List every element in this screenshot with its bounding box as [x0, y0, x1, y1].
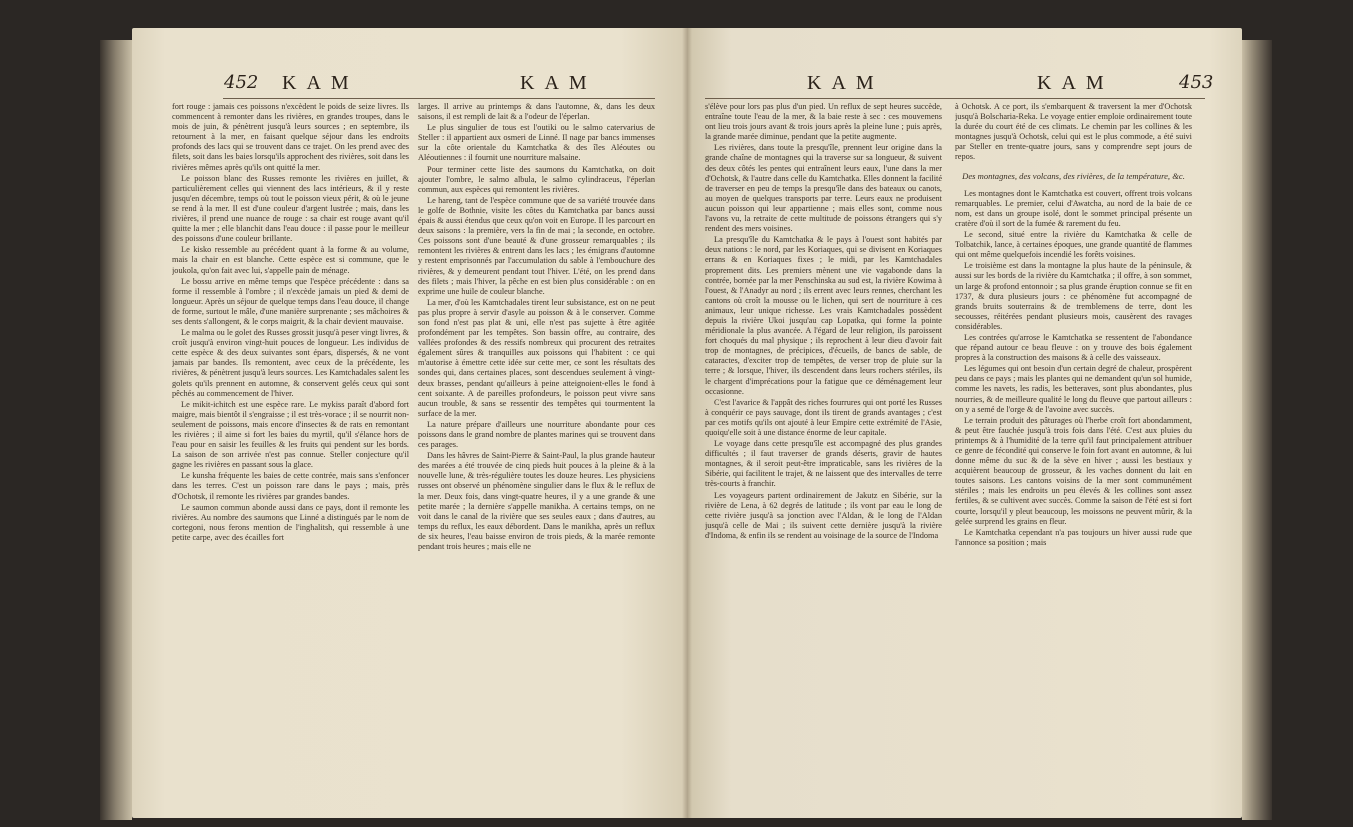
header-rule-right — [705, 98, 1205, 99]
paragraph: Le saumon commun abonde aussi dans ce pays, dont il remonte les rivières. Au nombre des saumons que Linné a distingués par le nom de cortegoni, nous ferons mention de l'inghalitsh, qui ressemble à une petite carpe, avec des écailles fort — [172, 502, 409, 542]
section-heading: Des montagnes, des volcans, des rivières, de la température, &c. — [962, 170, 1185, 181]
paragraph: Les légumes qui ont besoin d'un certain degré de chaleur, prospèrent peu dans ce pays ; mais les plantes qui ne demandent qu'un sol humide, comme les navets, les radis, les betteraves, sont plus abondantes, plus nourries, & de meilleure qualité le long du fleuve que partout ailleurs : on y a semé de l'orge & de l'avoine avec succès. — [955, 364, 1192, 414]
paragraph: à Ochotsk. A ce port, ils s'embarquent & traversent la mer d'Ochotsk jusqu'à Bolscharia-Reka. Le voyage entier emploie ordinairement toute la durée du court été de ces climats. Le chemin par les collines & les montagnes jusqu'à Ochotsk, celui qui est le plus commode, a été suivi par Steller en trente-quatre jours, sans y comprendre sept jours de repos. — [955, 102, 1192, 162]
column-4 — [955, 102, 1192, 818]
book-edge-left — [100, 40, 132, 820]
paragraph: Le voyage dans cette presqu'île est accompagné des plus grandes difficultés ; il faut traverser de grands déserts, gravir de hautes montagnes, & il seroit peut-être impraticable, sans les rivières de la Sibérie, qui facilitent le trajet, & ne laissent que des intervalles de terre très-courts à franchir. — [705, 439, 942, 489]
paragraph: s'élève pour lors pas plus d'un pied. Un reflux de sept heures succède, entraîne toute l'eau de la mer, & la baie reste à sec : ces mouvemens ont lieu trois jours avant & trois jours après la pleine lune ; puis après, la grande marée diminue, pendant que la petite augmente. — [705, 102, 942, 142]
running-head-right-2: KAM — [1037, 72, 1114, 94]
paragraph: Les montagnes dont le Kamtchatka est couvert, offrent trois volcans remarquables. Le premier, celui d'Awatcha, au nord de la baie de ce nom, est dans un groupe isolé, dont le sommet principal présente un cratère d'où il sort de la fumée & rarement du feu. — [955, 188, 1192, 228]
paragraph: Le hareng, tant de l'espèce commune que de sa variété trouvée dans le golfe de Bothnie, visite les côtes du Kamtchatka par bancs aussi épais & aussi étendus que ceux qu'on voit en Europe. Il les parcourt en deux saisons : la première, vers la fin de mai ; la seconde, en octobre. Ces poissons sont d'une beauté & d'une grosseur remarquables ; ils remontent les rivières & entrent dans les lacs ; les émigrans d'automne y restent emprisonnés par l'accumulation du sable à l'embouchure des rivières, & y demeurent pendant tout l'hiver. L'été, on les prend dans des filets ; mais l'hiver, la pêche en est bien plus considérable : on en exprime une huile de couleur blanche. — [418, 195, 655, 296]
left-page — [132, 28, 687, 818]
paragraph: Le kisko ressemble au précédent quant à la forme & au volume, mais la chair en est blanche. Cette espèce est si commune, que le joukola, qu'on fait avec lui, s'appelle pain de ménage. — [172, 245, 409, 275]
paragraph: Le poisson blanc des Russes remonte les rivières en juillet, & particulièrement celles qui viennent des lacs intérieurs, & il y reste jusqu'en décembre, temps où tout le poisson vieux périt, & où le jeune se rend à la mer. Il est d'une couleur d'argent lustrée ; mais, dans les rivières, il prend une nuance de rouge : sa chair est rouge avant qu'il quitte la mer ; elle blanchit dans l'eau douce : il passe pour le meilleur des poissons d'une couleur brillante. — [172, 173, 409, 244]
running-head-left-1: KAM — [282, 72, 359, 94]
column-1 — [172, 102, 409, 818]
column-2 — [418, 102, 655, 818]
book-gutter — [682, 28, 692, 818]
right-page — [687, 28, 1242, 818]
paragraph: Les rivières, dans toute la presqu'île, prennent leur origine dans la grande chaîne de montagnes qui la traverse sur sa longueur, & suivent des deux côtés les pentes qui entraînent leurs eaux, l'une dans la mer d'Ochotsk, & l'autre dans celle du Kamtchatka. Elles donnent la facilité de traverser en peu de temps la presqu'île dans des bateaux ou canots, au moyen de quelques transports par terre. Leurs eaux ne produisent aucun poisson qui leur appartienne ; mais elles sont, comme nous l'avons vu, la retraite de cette multitude de poissons étrangers qui s'y rendent des mers voisines. — [705, 143, 942, 234]
paragraph: Le bossu arrive en même temps que l'espèce précédente : dans sa forme il ressemble à l'ombre ; il n'excède jamais un pied & demi de longueur. Après un séjour de quelque temps dans l'eau douce, il change de forme, surtout le mâle, d'une manière surprenante ; ses mâchoires & ses dents s'allongent, & le corps maigrit, & la chair devient mauvaise. — [172, 276, 409, 326]
page-number-right: 453 — [1179, 72, 1214, 93]
paragraph: Le plus singulier de tous est l'outiki ou le salmo catervarius de Steller : il appartient aux osmeri de Linné. Il nage par bancs immenses sur la côte orientale du Kamtchatka & des îles Aléoutes ou Aléoutiennes : il fournit une nourriture malsaine. — [418, 123, 655, 163]
paragraph: Les voyageurs partent ordinairement de Jakutz en Sibérie, sur la rivière de Lena, à 62 degrés de latitude ; ils vont par eau le long de cette rivière jusqu'à sa jonction avec l'Aldan, & le long de l'Aldan jusqu'à celle de Mai ; ils suivent cette dernière jusqu'à la rivière d'Indoma, & enfin ils se rendent au voisinage de la source de l'Indoma — [705, 490, 942, 540]
paragraph: Le Kamtchatka cependant n'a pas toujours un hiver aussi rude que l'annonce sa position ; mais — [955, 527, 1192, 547]
book-edge-right — [1242, 40, 1272, 820]
paragraph: La presqu'île du Kamtchatka & le pays à l'ouest sont habités par deux nations : le nord, par les Koriaques, qui se divisent en Koriaques errans & en Koriaques fixes ; le midi, par les Kamtchadales proprement dits. Les premiers mènent une vie vagabonde dans la contrée, bornée par la mer Penschinska au sud est, la rivière Kowima à l'ouest, & l'Anadyr au nord ; ils errent avec leurs rennes, cherchant les cantons où croît la mousse ou le lichen, qui sert de nourriture à ces animaux, leur unique richesse. Les vrais Kamtchadales possèdent depuis la rivière Ukoi jusqu'au cap Lopatka, qui forme la pointe méridionale la plus avancée. A l'égard de leur religion, ils paroissent fort choqués du mal physique ; ils reprochent à leur dieu d'avoir fait trop de montagnes, de précipices, d'écueils, de bancs de sable, de cataractes, d'exciter trop de tempêtes, de verser trop de pluie sur la terre ; & lorsque, l'hiver, ils descendent dans leurs rochers stériles, ils le chargent d'imprécations pour la fatigue que ce déménagement leur occasionne. — [705, 235, 942, 396]
paragraph: Pour terminer cette liste des saumons du Kamtchatka, on doit ajouter l'ombre, le salmo albula, le salmo cylindraceus, l'éperlan commun, aux espèces qui remontent les rivières. — [418, 164, 655, 194]
running-head-left-2: KAM — [520, 72, 597, 94]
paragraph: C'est l'avarice & l'appât des riches fourrures qui ont porté les Russes à conquérir ce pays sauvage, dont ils tirent de grands avantages ; c'est par ces motifs qu'ils ont ajouté à leur Empire cette extrémité de l'Asie, quoiqu'elle soit à une distance énorme de leur capitale. — [705, 397, 942, 437]
paragraph: Les contrées qu'arrose le Kamtchatka se ressentent de l'abondance que répand autour ce beau fleuve : on y trouve des bois également propres à la construction des maisons & à celle des vaisseaux. — [955, 332, 1192, 363]
paragraph: La mer, d'où les Kamtchadales tirent leur subsistance, est on ne peut pas plus propre à servir d'asyle au poisson & à le conserver. Comme son fond n'est pas plat & uni, elle n'est pas sujette à être agitée profondément par les tempêtes. Son bassin offre, au contraire, des vallées profondes & des ressifs nombreux qui procurent des retraites également sûres & tranquilles aux poissons qui l'habitent : ce qui m'autorise à émettre cette idée sur cette mer, ce sont les résultats des sondes qui, dans certaines places, sont descendues seulement à vingt-deux brasses, pendant qu'ailleurs à peine atteignoient-elles le fond à cent soixante. A de pareilles profondeurs, le poisson peut vivre sans aucun trouble, & sans se ressentir des tempêtes qui tourmentent la surface de la mer. — [418, 297, 655, 418]
header-rule-left — [223, 98, 655, 99]
page-number-left: 452 — [224, 72, 259, 93]
paragraph: La nature prépare d'ailleurs une nourriture abondante pour ces poissons dans le grand nombre de plantes marines qui se trouvent dans ces parages. — [418, 419, 655, 450]
column-3 — [705, 102, 942, 818]
paragraph: Le second, situé entre la rivière du Kamtchatka & celle de Tolbatchik, lance, à certaines époques, une grande quantité de flammes qui ont même quelquefois incendié les forêts voisines. — [955, 230, 1192, 260]
running-head-right-1: KAM — [807, 72, 884, 94]
paragraph: Le malma ou le golet des Russes grossit jusqu'à peser vingt livres, & croît jusqu'à environ vingt-huit pouces de longueur. Les individus de cette espèce & des deux suivantes sont épars, dispersés, & ne vont jamais par bandes. Ils remontent, avec ceux de la précédente, les rivières, & pénètrent jusqu'à leurs sources. Les Kamtchadales salent les golets qu'ils prennent en automne, & conservent gelés ceux qui sont pêchés au commencement de l'hiver. — [172, 328, 409, 398]
paragraph: Le terrain produit des pâturages où l'herbe croît fort abondamment, & peut être fauchée jusqu'à trois fois dans l'été. C'est aux pluies du printemps & à l'humidité de la terre qu'il faut principalement attribuer ce genre de fécondité qui conserve le foin fort avant en automne, & lui donne même du suc & de la sève en hiver ; aussi les bestiaux y acquièrent beaucoup de grosseur, & les vaches donnent du lait en toutes saisons. Les cantons voisins de la mer sont communément stériles ; mais les endroits un peu élevés & les collines sont assez fertiles, & se cultivent avec succès. Comme la saison de l'été est si fort courte, lorsqu'il y pleut beaucoup, les moissons ne peuvent mûrir, & la gelée surprend les grains en fleur. — [955, 415, 1192, 526]
paragraph: Le kunsha fréquente les baies de cette contrée, mais sans s'enfoncer dans les terres. C'est un poisson rare dans le pays ; mais, près d'Ochotsk, il remonte les rivières par grandes bandes. — [172, 471, 409, 501]
paragraph: Dans les hâvres de Saint-Pierre & Saint-Paul, la plus grande hauteur des marées a été trouvée de cinq pieds huit pouces à la pleine & à la nouvelle lune, & très-régulière toutes les douze heures. Les physiciens russes ont observé un phénomène singulier dans le flux & le reflux de la mer. Deux fois, dans vingt-quatre heures, il y a une grande & une petite marée ; la dernière s'appelle manikha. A certains temps, on ne voit dans le canal de la rivière que ses seules eaux ; dans d'autres, au temps du reflux, les eaux débordent. Dans le manikha, après un reflux de six heures, l'eau baisse environ de trois pieds, & la marée remonte pendant trois heures ; mais elle ne — [418, 451, 655, 552]
paragraph: fort rouge : jamais ces poissons n'excèdent le poids de seize livres. Ils commencent à remonter dans les rivières, en grandes troupes, dans le mois de juin, & pénètrent jusqu'à leurs sources ; en septembre, ils retournent à la mer, en faisant quelque séjour dans les endroits profonds des lacs qui se trouvent dans ce trajet. On les prend avec des filets, soit dans les baies lorsqu'ils approchent des rivières, soit dans les rivières mêmes après qu'ils ont quitté la mer. — [172, 102, 409, 172]
paragraph: Le mikit-ichitch est une espèce rare. Le mykiss paraît d'abord fort maigre, mais bientôt il s'engraisse ; il est très-vorace ; il se nourrit non-seulement de poissons, mais encore d'insectes & de rats en remontant les rivières ; il aime si fort les baies du myrtil, qu'il s'élance hors de l'eau pour en saisir les feuilles & les fruits qui pendent sur les bords. La saison de son arrivée n'est pas connue. Steller conjecture qu'il gagne les rivières en passant sous la glace. — [172, 399, 409, 470]
paragraph: larges. Il arrive au printemps & dans l'automne, &, dans les deux saisons, il est rempli de lait & a l'odeur de l'éperlan. — [418, 102, 655, 122]
paragraph: Le troisième est dans la montagne la plus haute de la péninsule, & aussi sur les bords de la rivière du Kamtchatka ; il offre, à son sommet, un large & profond entonnoir ; sa plus grande éruption connue se fit en 1737, & dura plusieurs jours : ce phénomène fut accompagné de grands bruits souterrains & de tremblemens de terre, dont les secousses, réitérées pendant plusieurs mois, causèrent des ravages considérables. — [955, 261, 1192, 331]
